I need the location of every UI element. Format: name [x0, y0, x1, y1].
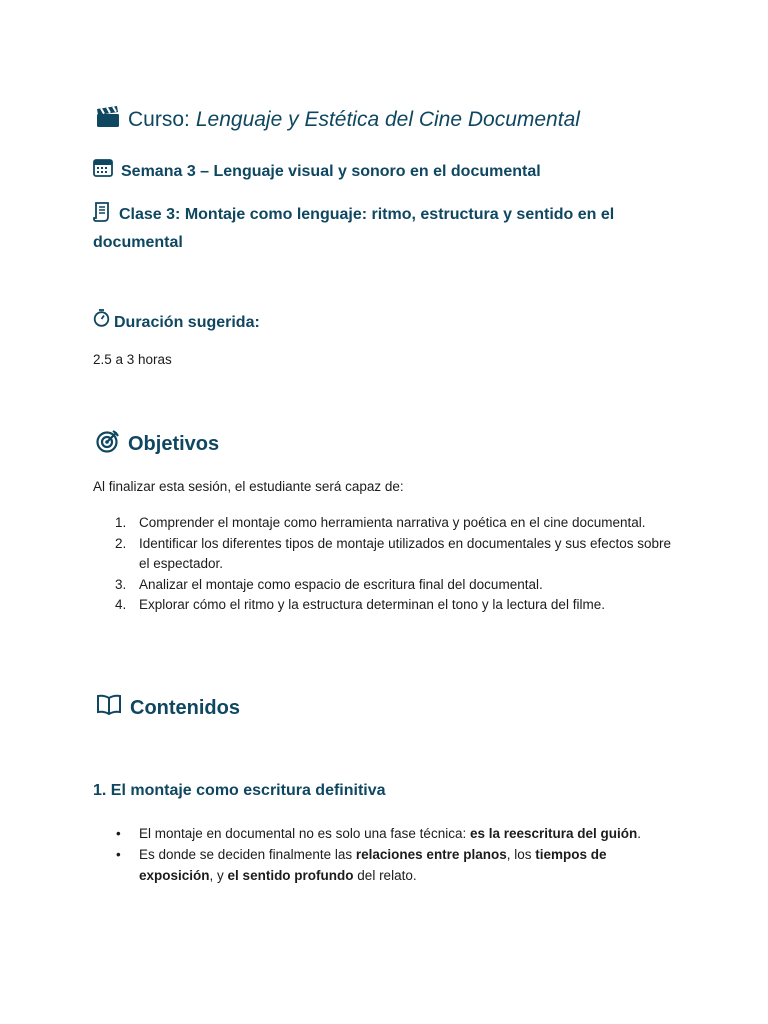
list-text: Comprender el montaje como herramienta narrativa y poética en el cine documental. — [139, 515, 646, 530]
class-heading — [93, 202, 673, 255]
bold-run: el sentido profundo — [227, 868, 354, 883]
stopwatch-icon — [93, 309, 110, 335]
course-label: Curso: — [128, 108, 190, 131]
list-item — [93, 844, 673, 886]
calendar-icon — [93, 158, 113, 185]
text-run: , y — [209, 868, 228, 883]
text-run: . — [637, 826, 642, 841]
target-icon — [96, 429, 120, 459]
text-run: , los — [506, 847, 536, 862]
course-title: Lenguaje y Estética del Cine Documental — [195, 108, 580, 131]
duration-heading — [93, 309, 260, 335]
page-document-icon — [93, 202, 111, 230]
text-run: Es donde se deciden finalmente las — [139, 847, 356, 862]
clapperboard-icon — [96, 106, 120, 134]
list-item — [93, 534, 683, 575]
list-number: 1. — [115, 515, 127, 530]
objectives-title: Objetivos — [128, 432, 220, 455]
section-1-heading: 1. El montaje como escritura definitiva — [93, 782, 386, 799]
objectives-intro: Al finalizar esta sesión, el estudiante será capaz de: — [93, 479, 404, 494]
list-number: 2. — [115, 535, 127, 551]
list-number: 4. — [115, 597, 127, 612]
list-text: Explorar cómo el ritmo y la estructura determinan el tono y la lectura del filme. — [139, 597, 605, 612]
week-title: Semana 3 – Lenguaje visual y sonoro en el documental — [121, 163, 541, 180]
text-run: del relato. — [353, 868, 417, 883]
bullet-dot: • — [116, 826, 121, 841]
list-item — [93, 575, 683, 596]
class-title: Clase 3: Montaje como lenguaje: ritmo, estructura y sentido en el documental — [93, 206, 615, 251]
bullet-dot: • — [116, 847, 121, 862]
list-number: 3. — [115, 576, 127, 592]
text-run: El montaje en documental no es solo una fase técnica: — [139, 826, 470, 841]
list-text: Identificar los diferentes tipos de montaje utilizados en documentales y sus efectos sobre el espectador. — [139, 535, 672, 571]
open-book-icon — [96, 694, 122, 722]
contents-title: Contenidos — [130, 696, 240, 719]
duration-label: Duración sugerida: — [114, 313, 260, 331]
section-1-bullets — [93, 823, 673, 886]
bold-run: es la reescritura del guión — [469, 826, 638, 841]
objectives-heading — [96, 429, 219, 459]
duration-value: 2.5 a 3 horas — [93, 352, 172, 367]
course-heading — [96, 106, 580, 134]
list-text: Analizar el montaje como espacio de escritura final del documental. — [139, 576, 543, 592]
week-heading — [93, 158, 541, 185]
bold-run: relaciones entre planos — [355, 847, 507, 862]
objectives-list — [93, 513, 683, 616]
list-item — [93, 595, 683, 616]
contents-heading — [96, 694, 240, 722]
list-item — [93, 513, 683, 534]
bold-run: tiempos de exposición — [139, 847, 607, 883]
list-item — [93, 823, 673, 844]
